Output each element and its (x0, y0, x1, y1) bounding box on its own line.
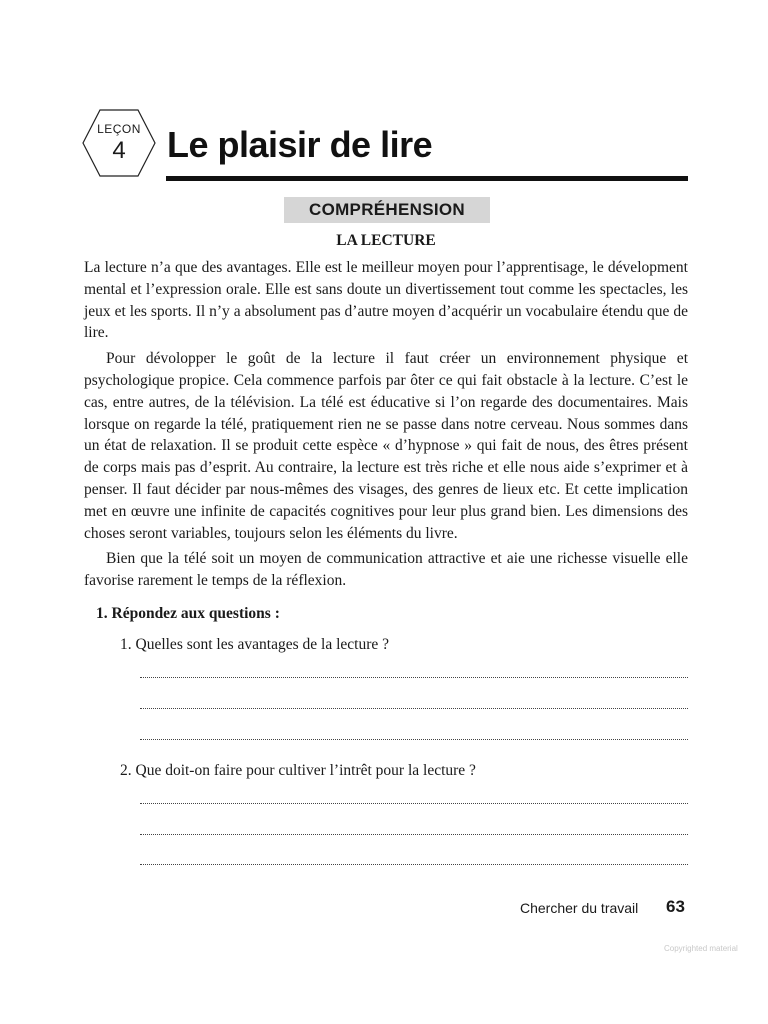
answer-line[interactable] (140, 739, 688, 740)
lesson-label: LEÇON (97, 122, 141, 136)
question-1: 1. Quelles sont les avantages de la lecture ? (120, 636, 389, 653)
page-title: Le plaisir de lire (167, 124, 433, 165)
paragraph: La lecture n’a que des avantages. Elle est le meilleur moyen pour l’apprentisage, le dévelopment mental et l’expression orale. Elle est sans doute un divertissement tout comme les spectacles, les jeux et les sports. Il n’y a absolument pas d’autre moyen d’acquérir un vocabulaire étendu que de lire. (84, 259, 688, 342)
title-underline (166, 176, 688, 181)
question-2: 2. Que doit-on faire pour cultiver l’intrêt pour la lecture ? (120, 762, 476, 779)
paragraph: Bien que la télé soit un moyen de communication attractive et aie une richesse visuelle elle favorise rarement le temps de la réflexion. (84, 550, 688, 590)
answer-line[interactable] (140, 803, 688, 804)
answer-line[interactable] (140, 708, 688, 709)
section-heading: COMPRÉHENSION (284, 197, 490, 223)
answer-line[interactable] (140, 834, 688, 835)
copyright-watermark: Copyrighted material (664, 944, 738, 953)
lesson-badge (82, 108, 156, 178)
exercise-heading: 1. Répondez aux questions : (96, 605, 280, 622)
answer-line[interactable] (140, 677, 688, 678)
answer-line[interactable] (140, 864, 688, 865)
reading-title: LA LECTURE (336, 232, 436, 249)
paragraph: Pour dévolopper le goût de la lecture il faut créer un environnement physique et psychologique propice. Cela commence parfois par ôter ce qui fait obstacle à la lecture. C’est le cas, entre autres, de la télévision. La télé est éducative si l’on regarde des documentaires. Mais lorsque on regarde la télé, pratiquement rien ne se passe dans notre cerveau. Nous sommes dans un état de relaxation. Il se produit cette espèce « d’hypnose » qui fait de nous, des êtres présent de corps mais pas d’esprit. Au contraire, la lecture est très riche et elle nous aide s’exprimer et à penser. Il faut décider par nous-mêmes des visages, des genres de lieux etc. Et cette implication met en œuvre une infinite de capacités cognitives pour leur plus grand bien. Les dimensions des choses seront variables, toujours selon les éléments du livre. (84, 350, 688, 542)
lesson-number: 4 (112, 137, 126, 164)
reading-text (84, 257, 688, 596)
page-number: 63 (666, 897, 685, 916)
footer-chapter-title: Chercher du travail (520, 900, 639, 916)
